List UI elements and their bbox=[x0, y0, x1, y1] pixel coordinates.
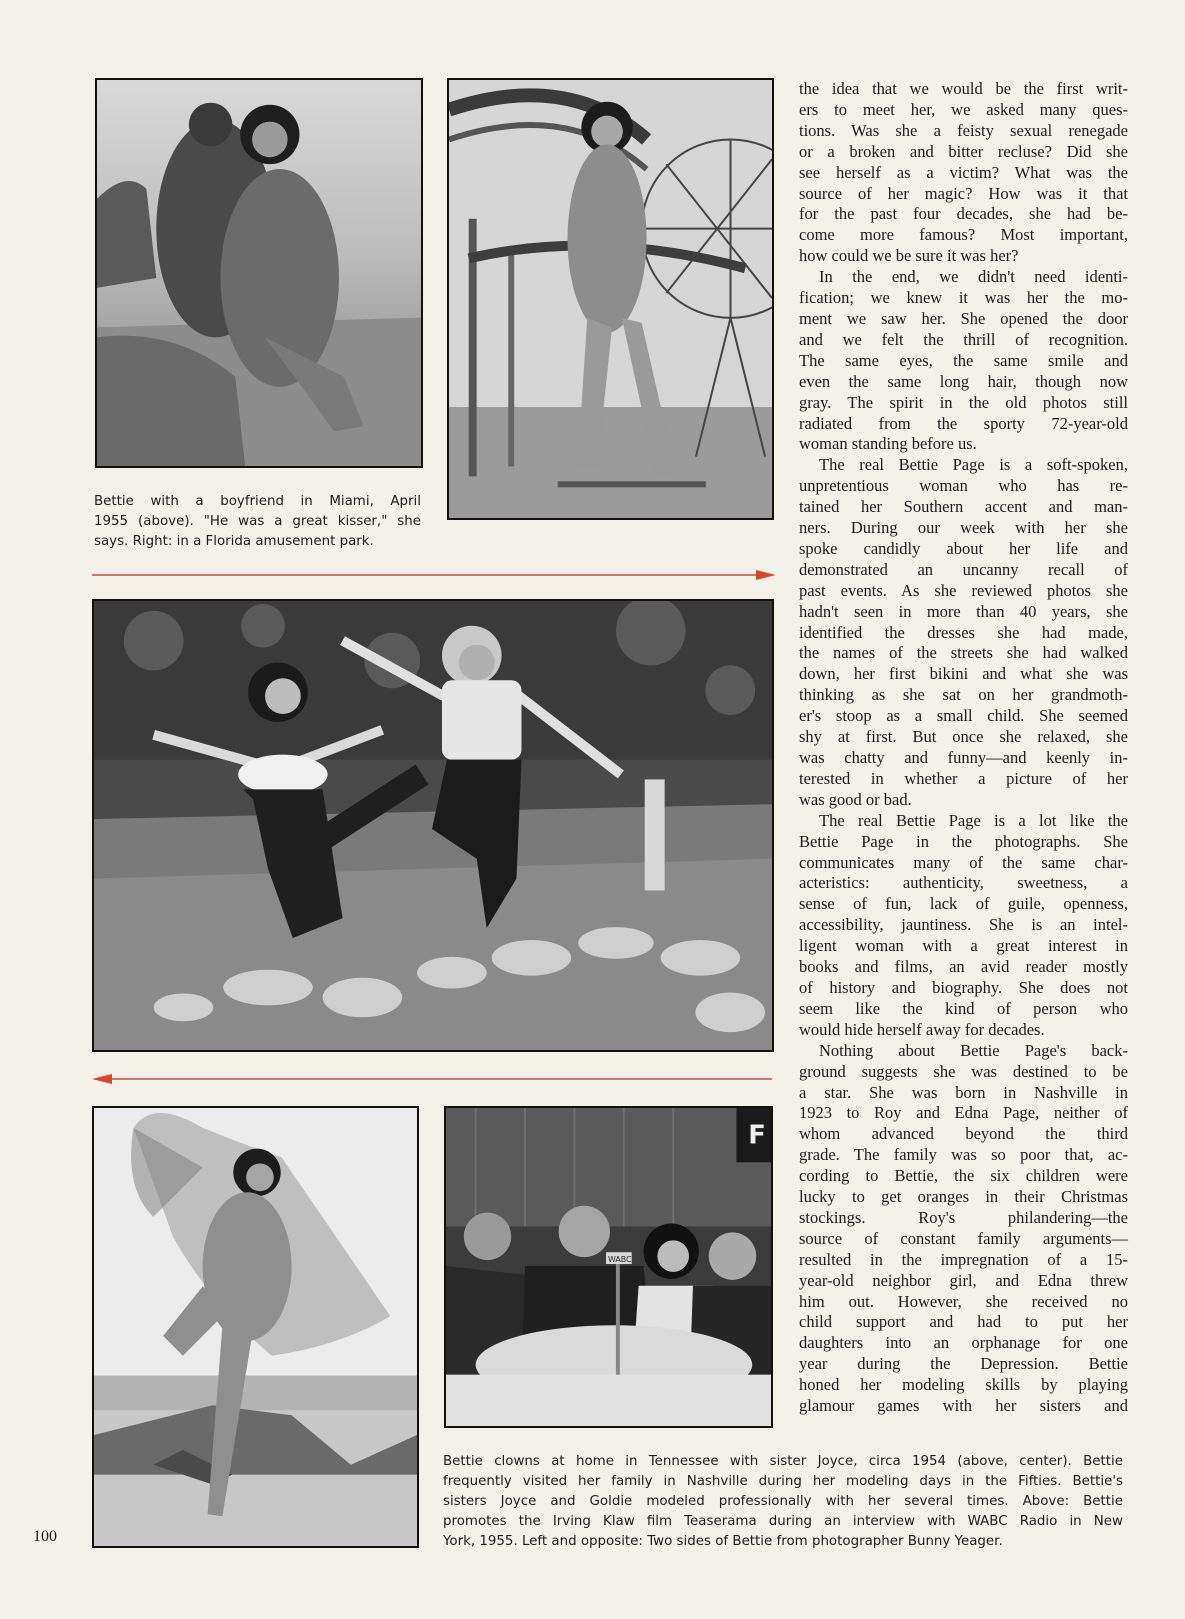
caption-top-line: says. Right: in a Florida amusement park. bbox=[94, 534, 374, 549]
body-line: 1923 to Roy and Edna Page, neither of bbox=[799, 1103, 1128, 1123]
body-line: tained her Southern accent and man- bbox=[799, 497, 1128, 517]
body-line: year during the Depression. Bettie bbox=[799, 1354, 1128, 1374]
body-line: ground suggests she was destined to be bbox=[799, 1061, 1128, 1081]
body-line: even the same long hair, though now bbox=[799, 371, 1128, 391]
body-line: ment we saw her. She opened the door bbox=[799, 308, 1128, 328]
body-line: The real Bettie Page is a lot like the bbox=[819, 810, 1128, 830]
body-line: ers to meet her, we asked many ques- bbox=[799, 99, 1128, 119]
body-line: him out. However, she received no bbox=[799, 1291, 1128, 1311]
body-line: seem like the kind of person who bbox=[799, 998, 1128, 1018]
body-line: cording to Bettie, the six children were bbox=[799, 1166, 1128, 1186]
body-line: whom advanced beyond the third bbox=[799, 1124, 1128, 1144]
caption-top-line: Bettie with a boyfriend in Miami, April bbox=[94, 494, 421, 509]
body-line: grade. The family was so poor that, ac- bbox=[799, 1145, 1128, 1165]
photo-miami bbox=[95, 78, 423, 468]
body-line: fication; we knew it was her the mo- bbox=[799, 288, 1128, 308]
body-line: past events. As she reviewed photos she bbox=[799, 580, 1128, 600]
body-line: gray. The spirit in the old photos still bbox=[799, 392, 1128, 412]
body-line: see herself as a victim? What was the bbox=[799, 162, 1128, 182]
caption-bottom-line: frequently visited her family in Nashville during her modeling days in the Fifties. Bettie's bbox=[443, 1474, 1123, 1489]
body-line: source of constant family arguments— bbox=[799, 1228, 1128, 1248]
body-line: for the past four decades, she had be- bbox=[799, 204, 1128, 224]
photo-beach-scarf bbox=[92, 1106, 419, 1548]
body-line: glamour games with her sisters and bbox=[799, 1396, 1128, 1416]
photo-amusement-park bbox=[447, 78, 774, 520]
body-text bbox=[799, 79, 1128, 1417]
body-line: stockings. Roy's philandering—the bbox=[799, 1207, 1128, 1227]
body-line: accessibility, jauntiness. She is an intel- bbox=[799, 915, 1128, 935]
body-line: year-old neighbor girl, and Edna threw bbox=[799, 1270, 1128, 1290]
body-line: come more famous? Most important, bbox=[799, 225, 1128, 245]
arrow-right-icon bbox=[92, 568, 776, 582]
photo-miami-image bbox=[97, 80, 421, 466]
arrow-left-icon bbox=[92, 1072, 772, 1086]
body-line: and we felt the thrill of recognition. bbox=[799, 329, 1128, 349]
body-line: down, her first bikini and what she was bbox=[799, 664, 1128, 684]
arrow-left bbox=[92, 1072, 772, 1086]
body-line: would hide herself away for decades. bbox=[799, 1019, 1045, 1039]
body-line: hadn't seen in more than 40 years, she bbox=[799, 601, 1128, 621]
body-line: demonstrated an uncanny recall of bbox=[799, 559, 1128, 579]
body-line: of history and biography. She does not bbox=[799, 977, 1128, 997]
wabc-mic-flag: WABC bbox=[608, 1255, 632, 1265]
wabc-sign-letter: F bbox=[748, 1120, 766, 1151]
body-line: thinking as she sat on her grandmoth- bbox=[799, 685, 1128, 705]
body-line: source of her magic? How was it that bbox=[799, 183, 1128, 203]
caption-bottom bbox=[443, 1452, 1123, 1552]
body-line: sense of fun, lack of guile, openness, bbox=[799, 894, 1128, 914]
body-line: er's stoop as a small child. She seemed bbox=[799, 706, 1128, 726]
photo-amusement-park-image bbox=[449, 80, 772, 518]
photo-beach-scarf-image bbox=[94, 1108, 417, 1546]
body-line: Nothing about Bettie Page's back- bbox=[819, 1040, 1128, 1060]
page-number: 100 bbox=[33, 1528, 57, 1545]
body-line: tions. Was she a feisty sexual renegade bbox=[799, 120, 1128, 140]
body-line: a star. She was born in Nashville in bbox=[799, 1082, 1128, 1102]
body-line: how could we be sure it was her? bbox=[799, 246, 1019, 266]
body-line: the idea that we would be the first writ- bbox=[799, 79, 1128, 98]
body-line: communicates many of the same char- bbox=[799, 852, 1128, 872]
body-line: or a broken and bitter recluse? Did she bbox=[799, 141, 1128, 161]
caption-top bbox=[94, 492, 421, 552]
body-line: books and films, an avid reader mostly bbox=[799, 957, 1128, 977]
body-line: child support and had to put her bbox=[799, 1312, 1128, 1332]
photo-wabc-radio-image bbox=[446, 1108, 771, 1426]
body-line: identified the dresses she had made, bbox=[799, 622, 1128, 642]
body-line: honed her modeling skills by playing bbox=[799, 1375, 1128, 1395]
photo-clowning-image bbox=[94, 601, 772, 1050]
body-line: resulted in the impregnation of a 15- bbox=[799, 1249, 1128, 1269]
body-line: the names of the streets she had walked bbox=[799, 643, 1128, 663]
body-line: was good or bad. bbox=[799, 789, 912, 809]
photo-clowning bbox=[92, 599, 774, 1052]
body-line: terested in whether a picture of her bbox=[799, 768, 1128, 788]
arrow-right bbox=[92, 568, 776, 582]
photo-wabc-radio bbox=[444, 1106, 773, 1428]
body-line: ligent woman with a great interest in bbox=[799, 936, 1128, 956]
caption-bottom-line: Bettie clowns at home in Tennessee with sister Joyce, circa 1954 (above, center). Bettie bbox=[443, 1454, 1123, 1469]
caption-bottom-line: promotes the Irving Klaw film Teaserama during an interview with WABC Radio in New bbox=[443, 1514, 1123, 1529]
body-line: unpretentious woman who has re- bbox=[799, 476, 1128, 496]
caption-top-line: 1955 (above). "He was a great kisser," she bbox=[94, 514, 421, 529]
body-line: In the end, we didn't need identi- bbox=[819, 267, 1128, 287]
body-line: acteristics: authenticity, sweetness, a bbox=[799, 873, 1128, 893]
body-line: The real Bettie Page is a soft-spoken, bbox=[819, 455, 1128, 475]
caption-bottom-line: sisters Joyce and Goldie modeled professionally with her several times. Above: Bettie bbox=[443, 1494, 1123, 1509]
body-line: woman standing before us. bbox=[799, 434, 977, 454]
body-line: was chatty and funny—and keenly in- bbox=[799, 748, 1128, 767]
body-line: radiated from the sporty 72-year-old bbox=[799, 413, 1128, 433]
body-line: ners. During our week with her she bbox=[799, 518, 1128, 538]
body-line: Bettie Page in the photographs. She bbox=[799, 831, 1128, 851]
body-line: daughters into an orphanage for one bbox=[799, 1333, 1128, 1353]
caption-bottom-line: York, 1955. Left and opposite: Two sides of Bettie from photographer Bunny Yeager. bbox=[443, 1534, 1003, 1549]
body-line: The same eyes, the same smile and bbox=[799, 350, 1128, 370]
body-line: shy at first. But once she relaxed, she bbox=[799, 727, 1128, 747]
body-line: spoke candidly about her life and bbox=[799, 538, 1128, 558]
body-line: lucky to get oranges in their Christmas bbox=[799, 1187, 1128, 1207]
